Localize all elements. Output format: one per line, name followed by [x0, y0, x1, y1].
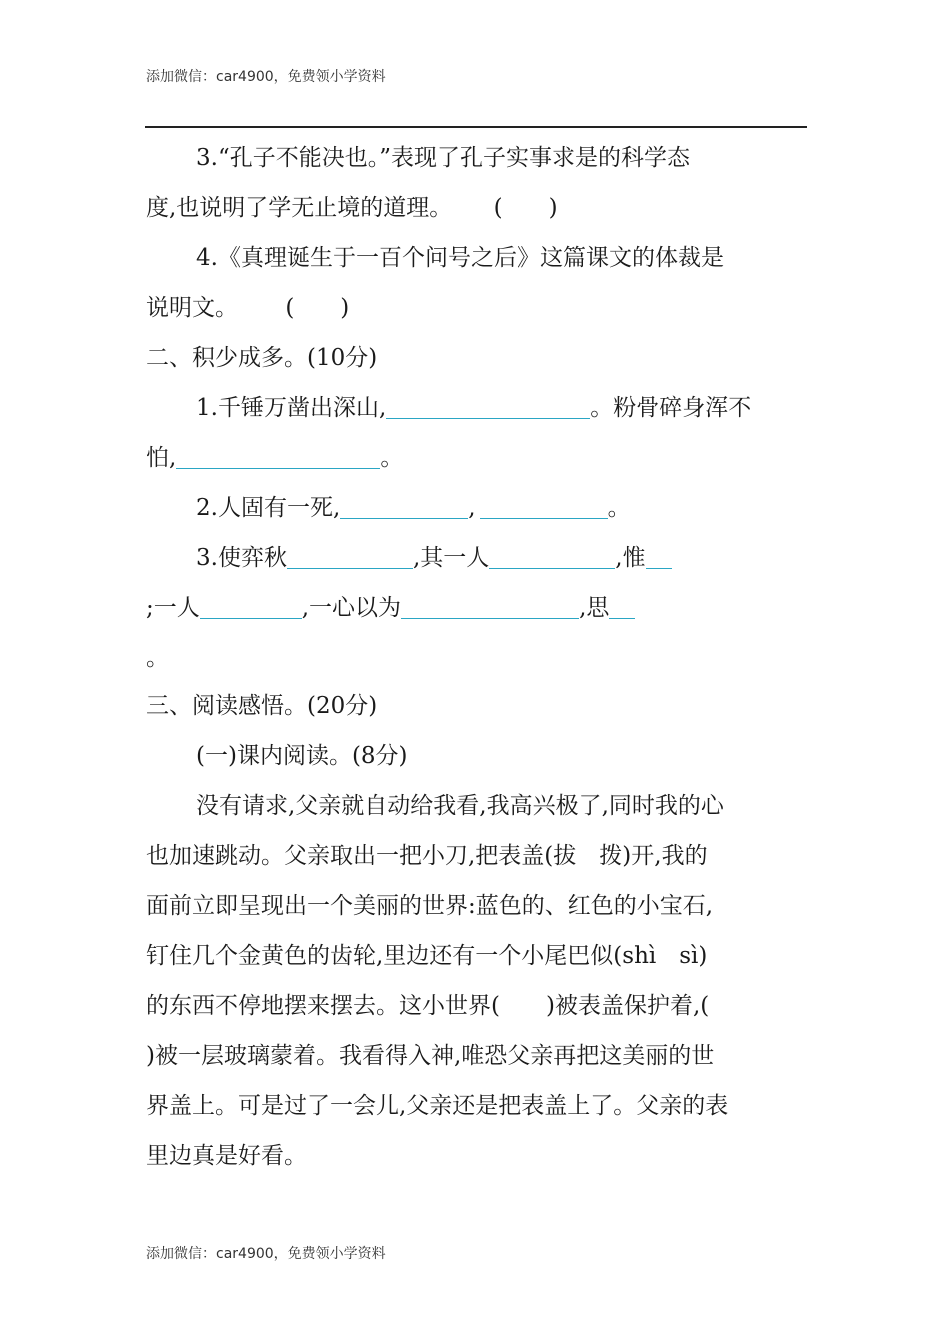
s2-q1-part4: 。	[380, 445, 404, 471]
s2-q3-blank6[interactable]	[609, 596, 635, 619]
s2-q3-blank3[interactable]	[646, 546, 672, 569]
passage-line: )被一层玻璃蒙着。我看得入神,唯恐父亲再把这美丽的世	[146, 1043, 715, 1069]
passage-line: 的东西不停地摆来摆去。这小世界( )被表盖保护着,(	[146, 993, 710, 1019]
s2-q3-line3: 。	[146, 645, 169, 671]
q4-line2-text: 说明文。	[146, 295, 238, 321]
s2-q3-line1	[196, 543, 672, 573]
q3-line2-text: 度,也说明了学无止境的道理。	[146, 195, 453, 221]
q3-line2	[146, 193, 558, 223]
s2-q3-part4: ;一人	[146, 595, 200, 621]
q4-line2	[146, 293, 349, 323]
passage-line: 也加速跳动。父亲取出一把小刀,把表盖(拔 拨)开,我的	[146, 843, 708, 869]
s2-q1-part2: 。粉骨碎身浑不	[590, 395, 752, 421]
s2-q3-blank4[interactable]	[200, 596, 302, 619]
section3-sub1: (一)课内阅读。(8分)	[196, 743, 408, 769]
s2-q3-part6: ,思	[579, 595, 610, 621]
header-rule	[145, 126, 807, 128]
passage-line: 界盖上。可是过了一会儿,父亲还是把表盖上了。父亲的表	[146, 1093, 729, 1119]
s2-q2-part1: 2.人固有一死,	[196, 495, 341, 521]
s2-q2-sep: ,	[468, 495, 476, 521]
section2-title: 二、积少成多。(10分)	[146, 345, 378, 371]
s2-q2-line	[196, 493, 631, 523]
s2-q3-line2	[146, 593, 635, 623]
s2-q2-end: 。	[607, 495, 631, 521]
q4-line1: 4.《真理诞生于一百个问号之后》这篇课文的体裁是	[196, 245, 724, 271]
passage-line: 没有请求,父亲就自动给我看,我高兴极了,同时我的心	[196, 793, 724, 819]
s2-q3-part2: ,其一人	[412, 545, 490, 571]
s2-q3-blank5[interactable]	[401, 596, 579, 619]
passage-line: 钉住几个金黄色的齿轮,里边还有一个小尾巴似(shì sì)	[146, 943, 708, 969]
watermark-bottom: 添加微信：car4900，免费领小学资料	[146, 1246, 386, 1262]
s2-q1-part1: 1.千锤万凿出深山,	[196, 395, 387, 421]
passage-line: 面前立即呈现出一个美丽的世界:蓝色的、红色的小宝石,	[146, 893, 714, 919]
q3-line1: 3.“孔子不能决也。”表现了孔子实事求是的科学态	[196, 145, 690, 171]
s2-q1-blank2[interactable]	[176, 446, 380, 469]
s2-q3-part1: 3.使弈秋	[196, 545, 287, 571]
s2-q1-part3: 怕,	[146, 445, 177, 471]
watermark-top: 添加微信：car4900，免费领小学资料	[146, 69, 386, 85]
s2-q1-line1	[196, 393, 751, 423]
passage-line: 里边真是好看。	[146, 1143, 307, 1169]
s2-q3-part5: ,一心以为	[301, 595, 402, 621]
s2-q2-blank1[interactable]	[340, 496, 468, 519]
s2-q3-blank2[interactable]	[489, 546, 615, 569]
section3-title: 三、阅读感悟。(20分)	[146, 693, 378, 719]
s2-q1-blank1[interactable]	[386, 396, 590, 419]
s2-q1-line2	[146, 443, 403, 473]
s2-q2-blank2[interactable]	[480, 496, 608, 519]
q3-answer-paren[interactable]: ( )	[493, 195, 558, 221]
q4-answer-paren[interactable]: ( )	[285, 295, 350, 321]
s2-q3-part3: ,惟	[615, 545, 646, 571]
s2-q3-blank1[interactable]	[287, 546, 413, 569]
